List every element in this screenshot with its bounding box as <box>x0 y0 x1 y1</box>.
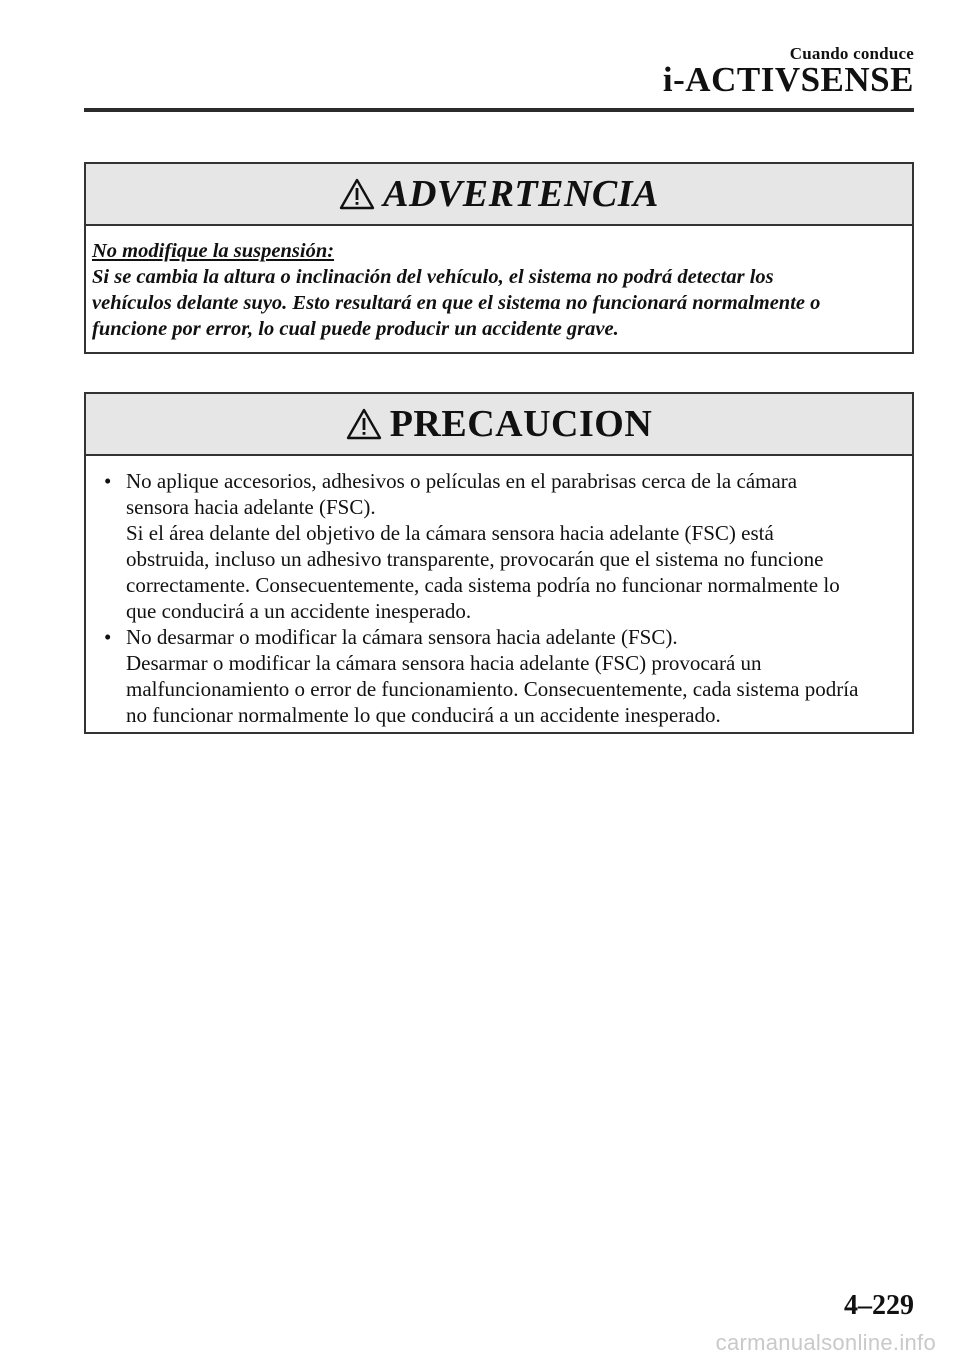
warning-line: Si se cambia la altura o inclinación del vehículo, el sistema no podrá detectar los <box>92 266 774 288</box>
caution-line: sensora hacia adelante (FSC). <box>126 495 376 519</box>
warning-title: ADVERTENCIA <box>383 173 659 215</box>
warning-line: vehículos delante suyo. Esto resultará en que el sistema no funcionará normalmente o <box>92 292 821 314</box>
caution-line: obstruida, incluso un adhesivo transparente, provocarán que el sistema no funcione <box>126 547 824 571</box>
caution-line: Si el área delante del objetivo de la cámara sensora hacia adelante (FSC) está <box>126 521 774 545</box>
running-header-section: Cuando conduce <box>789 44 914 63</box>
caution-line: No aplique accesorios, adhesivos o películas en el parabrisas cerca de la cámara <box>126 469 798 493</box>
caution-item <box>100 624 908 728</box>
caution-box <box>84 392 914 734</box>
running-header-title: i-ACTIVSENSE <box>662 60 914 99</box>
caution-line: que conducirá a un accidente inesperado. <box>126 599 472 623</box>
watermark: carmanualsonline.info <box>715 1330 936 1355</box>
warning-box <box>84 162 914 354</box>
bullet: • <box>104 469 112 493</box>
caution-title: PRECAUCION <box>389 403 653 445</box>
caution-line: correctamente. Consecuentemente, cada sistema podría no funcionar normalmente lo <box>126 573 840 597</box>
caution-body <box>86 456 912 740</box>
caution-box-header <box>86 394 912 456</box>
bullet: • <box>104 625 112 649</box>
caution-line: No desarmar o modificar la cámara sensora hacia adelante (FSC). <box>126 625 678 649</box>
warning-triangle-icon <box>339 178 375 210</box>
warning-triangle-icon <box>346 408 382 440</box>
caution-item <box>100 468 908 624</box>
header-rule <box>84 108 914 112</box>
caution-line: malfuncionamiento o error de funcionamiento. Consecuentemente, cada sistema podría <box>126 677 859 701</box>
warning-body <box>86 226 912 354</box>
warning-line: funcione por error, lo cual puede producir un accidente grave. <box>92 318 619 340</box>
caution-line: Desarmar o modificar la cámara sensora hacia adelante (FSC) provocará un <box>126 651 762 675</box>
warning-subtitle: No modifique la suspensión: <box>92 240 335 262</box>
page-number: 4–229 <box>844 1290 914 1321</box>
warning-box-header <box>86 164 912 226</box>
caution-line: no funcionar normalmente lo que conducirá a un accidente inesperado. <box>126 703 721 727</box>
